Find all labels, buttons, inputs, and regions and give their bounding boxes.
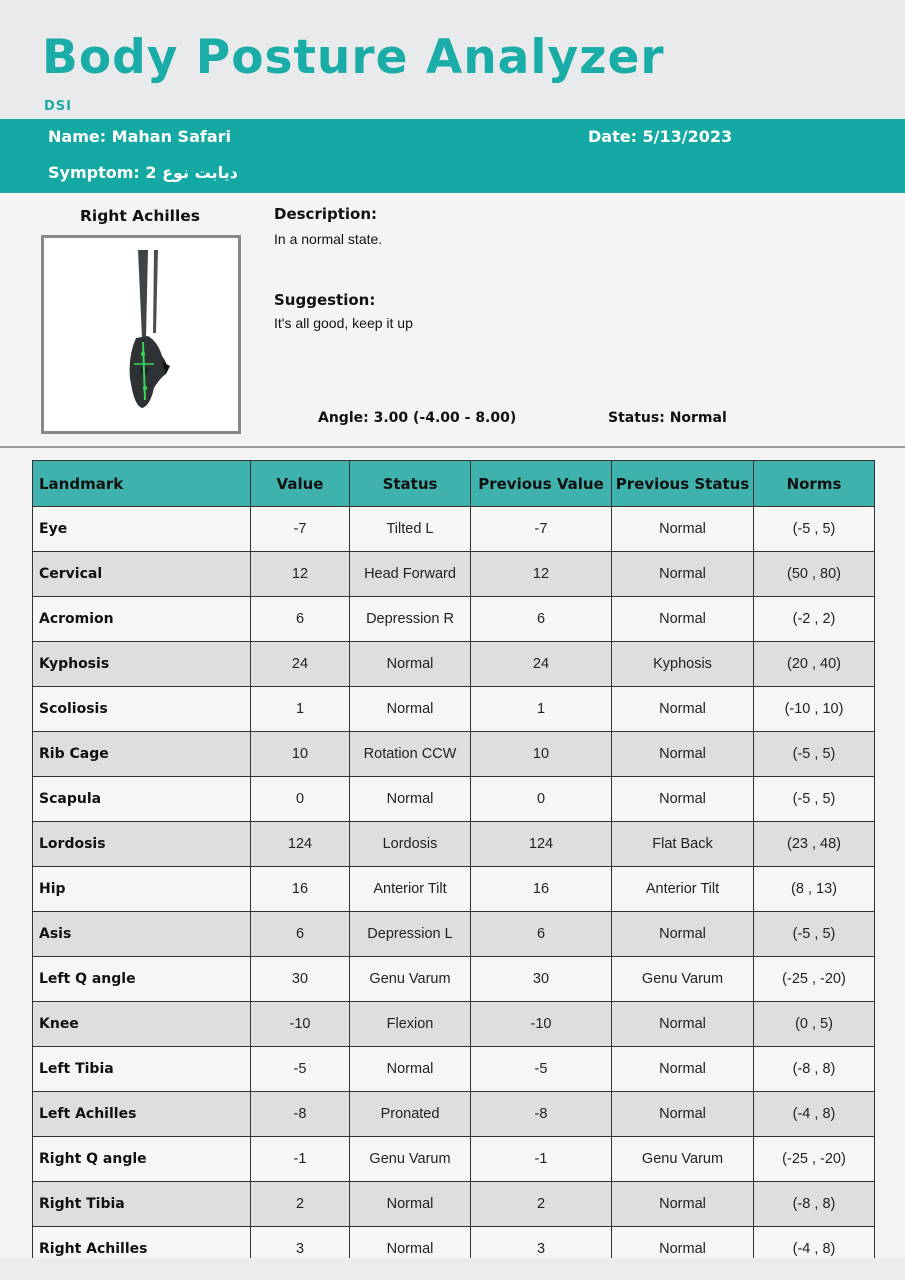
symptom-value: دیابت نوع 2 [145, 163, 238, 182]
table-row [33, 597, 875, 642]
table-row [33, 1137, 875, 1182]
landmark-cell: Left Achilles [33, 1092, 251, 1137]
norms-cell: (20 , 40) [754, 642, 875, 687]
status-cell: Genu Varum [350, 957, 471, 1002]
landmark-cell: Lordosis [33, 822, 251, 867]
app-title: Body Posture Analyzer [42, 30, 665, 85]
landmark-cell: Cervical [33, 552, 251, 597]
patient-name: Name: Mahan Safari [48, 127, 231, 146]
status-cell: Pronated [350, 1092, 471, 1137]
landmark-cell: Kyphosis [33, 642, 251, 687]
norms-cell: (-2 , 2) [754, 597, 875, 642]
value-cell: 6 [251, 912, 350, 957]
landmark-cell: Scapula [33, 777, 251, 822]
value-cell: 6 [251, 597, 350, 642]
previous-status-cell: Genu Varum [612, 957, 754, 1002]
previous-value-cell: -10 [471, 1002, 612, 1047]
norms-cell: (-8 , 8) [754, 1047, 875, 1092]
previous-status-cell: Flat Back [612, 822, 754, 867]
description-text: In a normal state. [274, 231, 383, 247]
table-row [33, 867, 875, 912]
table-row [33, 507, 875, 552]
previous-status-cell: Normal [612, 1182, 754, 1227]
value-cell: 124 [251, 822, 350, 867]
norms-cell: (-5 , 5) [754, 912, 875, 957]
value-cell: 2 [251, 1182, 350, 1227]
status-cell: Normal [350, 1227, 471, 1272]
status-cell: Flexion [350, 1002, 471, 1047]
previous-status-cell: Normal [612, 1002, 754, 1047]
previous-status-cell: Genu Varum [612, 1137, 754, 1182]
value-cell: 12 [251, 552, 350, 597]
previous-value-cell: 24 [471, 642, 612, 687]
status-cell: Normal [350, 642, 471, 687]
landmark-table [32, 460, 875, 1272]
previous-status-cell: Normal [612, 1092, 754, 1137]
status-cell: Normal [350, 1182, 471, 1227]
table-row [33, 642, 875, 687]
table-row [33, 912, 875, 957]
status-cell: Tilted L [350, 507, 471, 552]
status-cell: Normal [350, 777, 471, 822]
status-cell: Depression R [350, 597, 471, 642]
previous-status-cell: Anterior Tilt [612, 867, 754, 912]
section-divider [0, 446, 905, 448]
previous-value-cell: 2 [471, 1182, 612, 1227]
col-previous-value: Previous Value [471, 461, 612, 507]
value-cell: 0 [251, 777, 350, 822]
landmark-cell: Acromion [33, 597, 251, 642]
norms-cell: (-8 , 8) [754, 1182, 875, 1227]
status-cell: Genu Varum [350, 1137, 471, 1182]
previous-value-cell: 10 [471, 732, 612, 777]
previous-status-cell: Normal [612, 912, 754, 957]
patient-symptom [48, 163, 238, 182]
previous-status-cell: Normal [612, 507, 754, 552]
value-cell: -10 [251, 1002, 350, 1047]
landmark-cell: Asis [33, 912, 251, 957]
previous-value-cell: 1 [471, 687, 612, 732]
symptom-label: Symptom: [48, 163, 140, 182]
description-label: Description: [274, 205, 378, 223]
previous-status-cell: Normal [612, 552, 754, 597]
table-row [33, 1092, 875, 1137]
norms-cell: (-25 , -20) [754, 1137, 875, 1182]
col-landmark: Landmark [33, 461, 251, 507]
suggestion-label: Suggestion: [274, 291, 376, 309]
previous-status-cell: Normal [612, 1047, 754, 1092]
value-cell: -1 [251, 1137, 350, 1182]
col-norms: Norms [754, 461, 875, 507]
norms-cell: (-5 , 5) [754, 777, 875, 822]
previous-value-cell: 6 [471, 912, 612, 957]
landmark-cell: Knee [33, 1002, 251, 1047]
norms-cell: (8 , 13) [754, 867, 875, 912]
analysis-info [0, 193, 905, 447]
table-row [33, 732, 875, 777]
previous-value-cell: -8 [471, 1092, 612, 1137]
patient-band [0, 119, 905, 193]
previous-value-cell: 30 [471, 957, 612, 1002]
previous-value-cell: 12 [471, 552, 612, 597]
status-cell: Normal [350, 687, 471, 732]
previous-status-cell: Normal [612, 1227, 754, 1272]
table-row [33, 777, 875, 822]
landmark-cell: Right Tibia [33, 1182, 251, 1227]
value-cell: 30 [251, 957, 350, 1002]
value-cell: -8 [251, 1092, 350, 1137]
previous-status-cell: Normal [612, 597, 754, 642]
value-cell: 16 [251, 867, 350, 912]
table-row [33, 552, 875, 597]
table-row [33, 1182, 875, 1227]
app-subtitle: DSI [44, 99, 72, 114]
leg-illustration [44, 238, 238, 431]
norms-cell: (23 , 48) [754, 822, 875, 867]
table-header-row [33, 461, 875, 507]
col-status: Status [350, 461, 471, 507]
status-cell: Rotation CCW [350, 732, 471, 777]
value-cell: 10 [251, 732, 350, 777]
previous-status-cell: Kyphosis [612, 642, 754, 687]
table-row [33, 822, 875, 867]
norms-cell: (-10 , 10) [754, 687, 875, 732]
image-title: Right Achilles [79, 207, 201, 225]
previous-value-cell: -5 [471, 1047, 612, 1092]
table-row [33, 687, 875, 732]
previous-value-cell: -1 [471, 1137, 612, 1182]
col-value: Value [251, 461, 350, 507]
landmark-cell: Left Q angle [33, 957, 251, 1002]
suggestion-text: It's all good, keep it up [274, 315, 413, 331]
status-cell: Depression L [350, 912, 471, 957]
previous-status-cell: Normal [612, 732, 754, 777]
status-cell: Anterior Tilt [350, 867, 471, 912]
status-summary: Status: Normal [608, 410, 727, 426]
table-row [33, 1047, 875, 1092]
norms-cell: (0 , 5) [754, 1002, 875, 1047]
status-cell: Lordosis [350, 822, 471, 867]
posture-image [41, 235, 241, 434]
status-cell: Normal [350, 1047, 471, 1092]
previous-value-cell: 124 [471, 822, 612, 867]
landmark-cell: Left Tibia [33, 1047, 251, 1092]
footer-strip [0, 1258, 905, 1280]
table-row [33, 957, 875, 1002]
norms-cell: (-4 , 8) [754, 1227, 875, 1272]
norms-cell: (-25 , -20) [754, 957, 875, 1002]
previous-status-cell: Normal [612, 687, 754, 732]
previous-value-cell: 6 [471, 597, 612, 642]
angle-summary: Angle: 3.00 (-4.00 - 8.00) [318, 410, 517, 426]
landmark-cell: Rib Cage [33, 732, 251, 777]
norms-cell: (50 , 80) [754, 552, 875, 597]
value-cell: 24 [251, 642, 350, 687]
col-previous-status: Previous Status [612, 461, 754, 507]
report-date: Date: 5/13/2023 [588, 127, 733, 146]
status-cell: Head Forward [350, 552, 471, 597]
landmark-cell: Right Achilles [33, 1227, 251, 1272]
landmark-cell: Hip [33, 867, 251, 912]
value-cell: -5 [251, 1047, 350, 1092]
value-cell: 1 [251, 687, 350, 732]
table-row [33, 1002, 875, 1047]
previous-value-cell: 16 [471, 867, 612, 912]
previous-status-cell: Normal [612, 777, 754, 822]
landmark-cell: Scoliosis [33, 687, 251, 732]
value-cell: 3 [251, 1227, 350, 1272]
norms-cell: (-5 , 5) [754, 507, 875, 552]
landmark-cell: Eye [33, 507, 251, 552]
norms-cell: (-4 , 8) [754, 1092, 875, 1137]
previous-value-cell: 3 [471, 1227, 612, 1272]
header [0, 0, 905, 119]
previous-value-cell: 0 [471, 777, 612, 822]
previous-value-cell: -7 [471, 507, 612, 552]
landmark-cell: Right Q angle [33, 1137, 251, 1182]
value-cell: -7 [251, 507, 350, 552]
norms-cell: (-5 , 5) [754, 732, 875, 777]
